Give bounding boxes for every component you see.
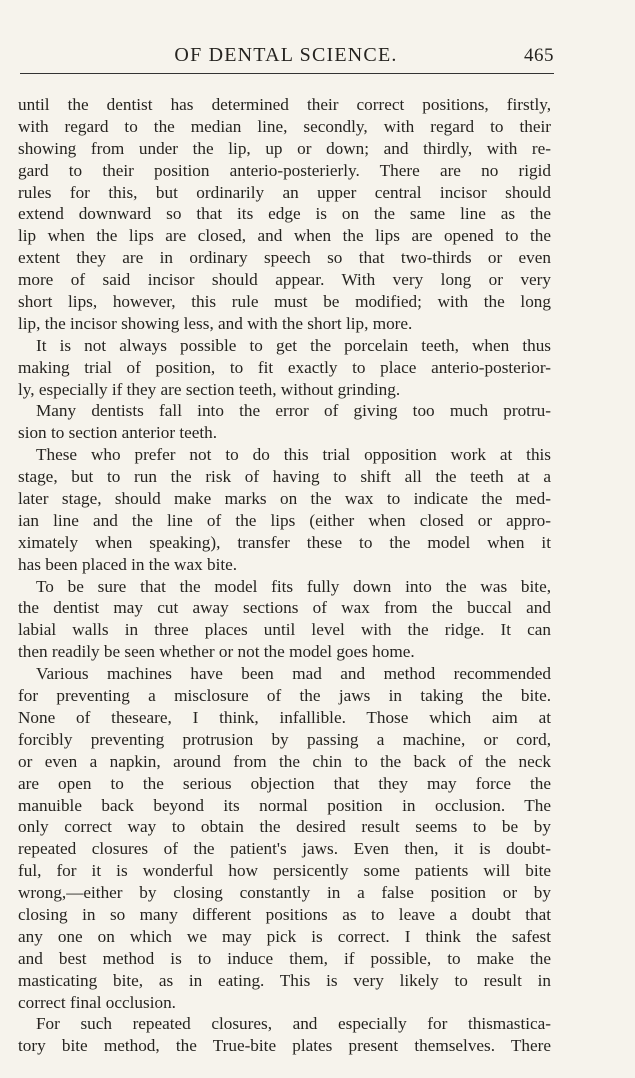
text-line: has been placed in the wax bite. <box>18 554 238 574</box>
text-line: ian line and the line of the lips (either when closed or appro- <box>18 510 551 530</box>
text-line: closing in so many different positions as to leave a doubt that <box>18 904 551 924</box>
text-line: correct final occlusion. <box>18 992 176 1012</box>
text-line: Various machines have been mad and method recommended <box>36 664 551 684</box>
text-line: rules for this, but ordinarily an upper central incisor should <box>18 182 551 202</box>
text-line: lip, the incisor showing less, and with the short lip, more. <box>18 313 413 333</box>
text-line: ly, especially if they are section teeth, without grinding. <box>18 379 401 399</box>
text-line: with regard to the median line, secondly, with regard to their <box>18 116 551 136</box>
text-line: or even a napkin, around from the chin to the back of the neck <box>18 751 551 771</box>
text-line: forcibly preventing protrusion by passing a machine, or cord, <box>18 729 551 749</box>
text-line: are open to the serious objection that they may force the <box>18 773 551 793</box>
page-header <box>18 44 554 68</box>
text-line: To be sure that the model fits fully down into the was bite, <box>36 576 551 596</box>
header-rule <box>20 73 554 74</box>
text-line: These who prefer not to do this trial opposition work at this <box>36 445 551 465</box>
text-line: gard to their position anterio-posterierly. There are no rigid <box>18 160 551 180</box>
page-number: 465 <box>524 45 554 66</box>
text-line: making trial of position, to fit exactly to place anterio-posterior- <box>18 357 551 377</box>
text-line: extend downward so that its edge is on the same line as the <box>18 204 551 224</box>
text-line: masticating bite, as in eating. This is very likely to result in <box>18 970 551 990</box>
text-line: extent they are in ordinary speech so that two-thirds or even <box>18 248 551 268</box>
text-line: tory bite method, the True-bite plates present themselves. There <box>18 1036 551 1056</box>
text-line: sion to section anterior teeth. <box>18 423 218 443</box>
text-line: then readily be seen whether or not the model goes home. <box>18 642 415 662</box>
text-line: for preventing a misclosure of the jaws in taking the bite. <box>18 686 551 706</box>
text-line: It is not always possible to get the porcelain teeth, when thus <box>36 335 551 355</box>
text-line: until the dentist has determined their correct positions, firstly, <box>18 95 551 114</box>
text-line: any one on which we may pick is correct. I think the safest <box>18 926 551 946</box>
text-line: None of theseare, I think, infallible. Those which aim at <box>18 707 551 727</box>
text-line: and best method is to induce them, if possible, to make the <box>18 948 551 968</box>
text-line: the dentist may cut away sections of wax from the buccal and <box>18 598 551 618</box>
text-line: lip when the lips are closed, and when the lips are opened to the <box>18 226 551 246</box>
text-line: more of said incisor should appear. With very long or very <box>18 270 551 290</box>
text-line: For such repeated closures, and especially for thismastica- <box>36 1014 551 1034</box>
text-line: labial walls in three places until level with the ridge. It can <box>18 620 551 640</box>
text-line: stage, but to run the risk of having to shift all the teeth at a <box>18 467 551 487</box>
text-line: wrong,—either by closing constantly in a false position or by <box>18 883 551 903</box>
text-line: later stage, should make marks on the wax to indicate the med- <box>18 489 551 509</box>
text-line: Many dentists fall into the error of giving too much protru- <box>36 401 551 421</box>
body-text <box>18 94 551 1057</box>
text-line: repeated closures of the patient's jaws. Even then, it is doubt- <box>18 839 551 859</box>
text-line: only correct way to obtain the desired result seems to be by <box>18 817 551 837</box>
text-line: manuible back beyond its normal position in occlusion. The <box>18 795 551 815</box>
text-line: showing from under the lip, up or down; and thirdly, with re- <box>18 138 551 158</box>
text-line: ximately when speaking), transfer these to the model when it <box>18 532 551 552</box>
text-line: ful, for it is wonderful how persicently some patients will bite <box>18 861 551 881</box>
text-line: short lips, however, this rule must be modified; with the long <box>18 292 551 312</box>
running-title: OF DENTAL SCIENCE. <box>174 44 398 66</box>
